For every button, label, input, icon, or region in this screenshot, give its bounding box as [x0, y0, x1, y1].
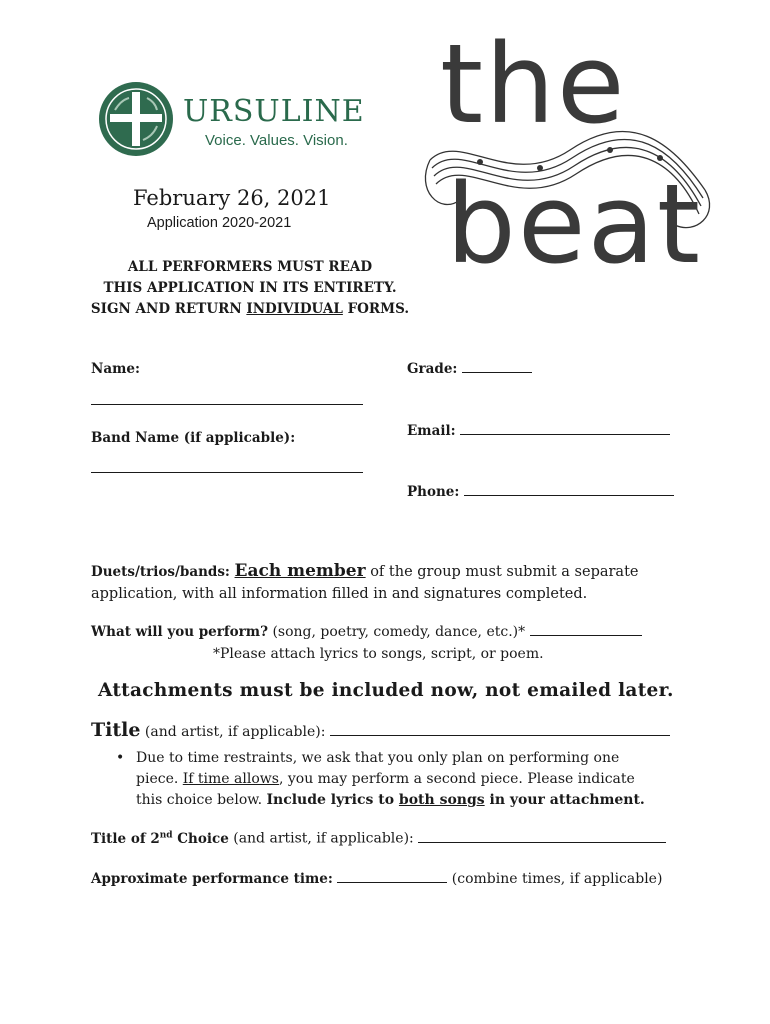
- notice-block: [80, 257, 420, 320]
- the-beat-logo: [420, 20, 720, 300]
- ursuline-tagline: Voice. Values. Vision.: [205, 132, 348, 149]
- date-heading: February 26, 2021: [133, 186, 331, 210]
- application-year: Application 2020-2021: [147, 215, 292, 231]
- band-name-field[interactable]: [91, 472, 363, 473]
- title-line: Title (and artist, if applicable):: [91, 719, 670, 741]
- perform-note: *Please attach lyrics to songs, script, or poem.: [213, 646, 544, 662]
- grade-label: Grade:: [407, 361, 532, 377]
- notice-line-1: ALL PERFORMERS MUST READ: [127, 259, 373, 275]
- second-choice-line: Title of 2nd Choice (and artist, if applicable):: [91, 830, 666, 847]
- notice-line-2: THIS APPLICATION IN ITS ENTIRETY.: [103, 280, 397, 296]
- duets-line-1: Duets/trios/bands: Each member of the group must submit a separate: [91, 561, 639, 581]
- email-field[interactable]: [460, 434, 670, 435]
- ursuline-logo: [97, 80, 367, 160]
- phone-field[interactable]: [464, 495, 674, 496]
- name-field[interactable]: [91, 404, 363, 405]
- bullet-icon: •: [116, 750, 125, 766]
- beat-word-beat: beat: [446, 160, 703, 288]
- performance-time-field[interactable]: [337, 882, 447, 883]
- band-name-label: Band Name (if applicable):: [91, 430, 296, 446]
- perform-field[interactable]: [530, 635, 642, 636]
- bullet-line-2: piece. If time allows, you may perform a second piece. Please indicate: [136, 771, 635, 787]
- duets-paragraph: [91, 560, 691, 605]
- title-field[interactable]: [330, 735, 670, 736]
- notice-line-3: SIGN AND RETURN INDIVIDUAL FORMS.: [90, 301, 410, 317]
- attachments-notice: Attachments must be included now, not emailed later.: [98, 680, 674, 701]
- beat-word-the: the: [440, 20, 627, 148]
- perform-line: What will you perform? (song, poetry, comedy, dance, etc.)*: [91, 624, 642, 640]
- bullet-line-3: this choice below. Include lyrics to both songs in your attachment.: [136, 792, 645, 808]
- email-label: Email:: [407, 423, 670, 439]
- phone-label: Phone:: [407, 484, 674, 500]
- bullet-line-1: Due to time restraints, we ask that you only plan on performing one: [136, 750, 620, 766]
- name-label: Name:: [91, 361, 140, 377]
- bullet-item: [116, 748, 676, 811]
- performance-time-line: Approximate performance time: (combine times, if applicable): [91, 871, 663, 887]
- ursuline-emblem-icon: [97, 80, 175, 158]
- second-choice-field[interactable]: [418, 842, 666, 843]
- duets-line-2: application, with all information filled in and signatures completed.: [91, 586, 588, 602]
- ursuline-wordmark: URSULINE: [183, 94, 365, 129]
- grade-field[interactable]: [462, 372, 532, 373]
